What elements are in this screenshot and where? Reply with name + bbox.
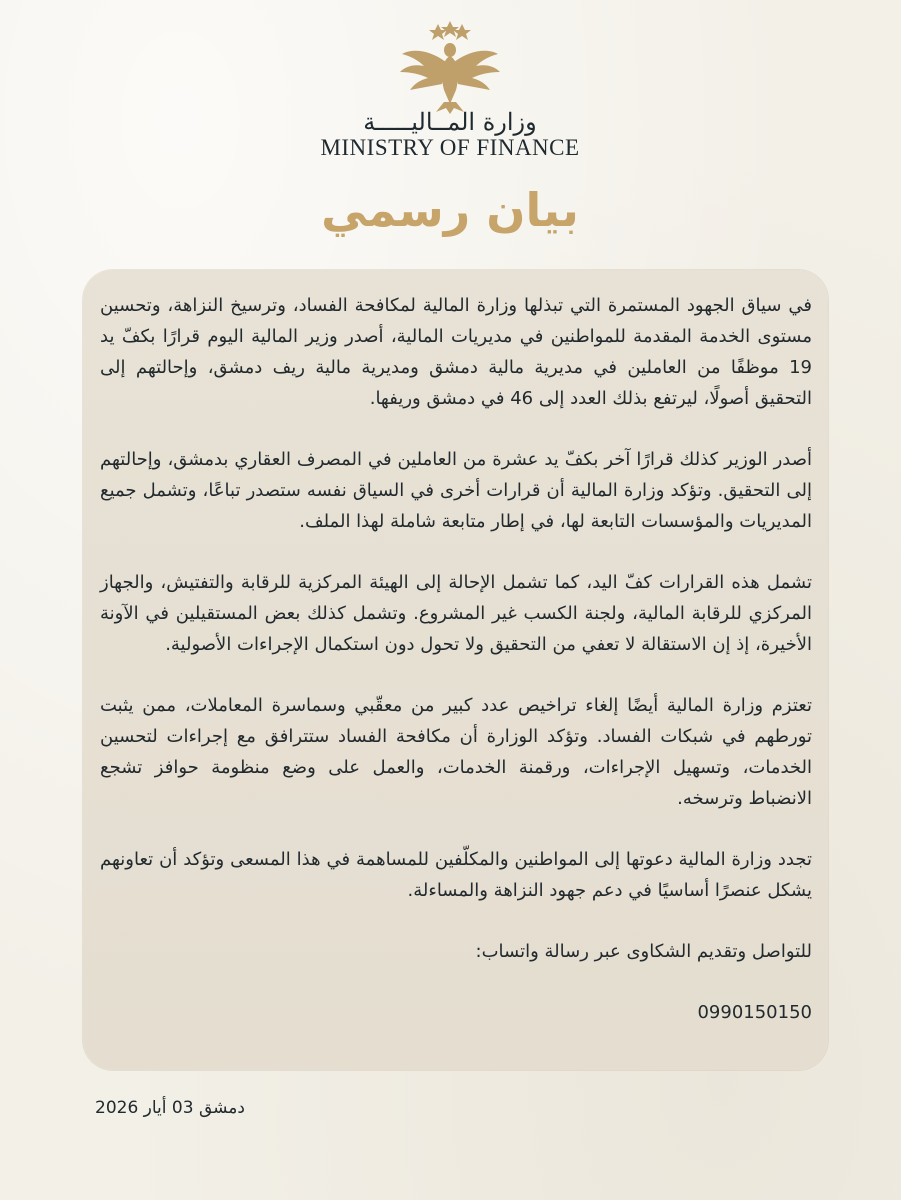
ministry-name-arabic: وزارة المــاليـــــة (363, 108, 537, 136)
paragraph: تشمل هذه القرارات كفّ اليد، كما تشمل الإحالة إلى الهيئة المركزية للرقابة والتفتيش، والجهاز المركزي للرقابة المالية، ولجنة الكسب غير المشروع. وتشمل كذلك بعض المستقيلين في الآونة الأخيرة، إذ إن الاستقالة لا تعفي من التحقيق ولا تحول دون استكمال الإجراءات الأصولية. (100, 572, 812, 655)
statement-body (100, 290, 812, 1058)
statement-title: بيان رسمي (321, 183, 579, 237)
paragraph: تجدد وزارة المالية دعوتها إلى المواطنين والمكلّفين للمساهمة في هذا المسعى وتؤكد أن تعاونهم يشكل عنصرًا أساسيًا في دعم جهود النزاهة والمساءلة. (100, 849, 812, 901)
whatsapp-phone-number: 0990150150 (697, 1002, 812, 1023)
paragraph: في سياق الجهود المستمرة التي تبذلها وزارة المالية لمكافحة الفساد، وترسيخ النزاهة، وتحسين مستوى الخدمة المقدمة للمواطنين في مديريات المالية، أصدر وزير المالية اليوم قرارًا بكفّ يد 19 موظفًا من العاملين في مديرية مالية دمشق ومديرية مالية ريف دمشق، وإحالتهم إلى التحقيق أصولًا، ليرتفع بذلك العدد إلى 46 في دمشق وريفها. (100, 295, 812, 409)
dateline: دمشق 03 أيار 2026 (95, 1098, 245, 1118)
ministry-name-english: MINISTRY OF FINANCE (320, 135, 580, 160)
contact-label: للتواصل وتقديم الشكاوى عبر رسالة واتساب: (475, 941, 812, 962)
paragraph: تعتزم وزارة المالية أيضًا إلغاء تراخيص عدد كبير من معقّبي وسماسرة المعاملات، ممن يثبت تورطهم في شبكات الفساد. وتؤكد الوزارة أن مكافحة الفساد ستترافق مع إجراءات لتحسين الخدمات، وتسهيل الإجراءات، ورقمنة الخدمات، والعمل على وضع منظومة حوافز تشجع الانضباط وترسخه. (100, 695, 812, 809)
paragraph: أصدر الوزير كذلك قرارًا آخر بكفّ يد عشرة من العاملين في المصرف العقاري بدمشق، وإحالتهم إلى التحقيق. وتؤكد وزارة المالية أن قرارات أخرى في السياق نفسه ستصدر تباعًا، وتشمل جميع المديريات والمؤسسات التابعة لها، في إطار متابعة شاملة لهذا الملف. (100, 449, 812, 532)
golden-eagle-emblem-icon (390, 20, 510, 115)
